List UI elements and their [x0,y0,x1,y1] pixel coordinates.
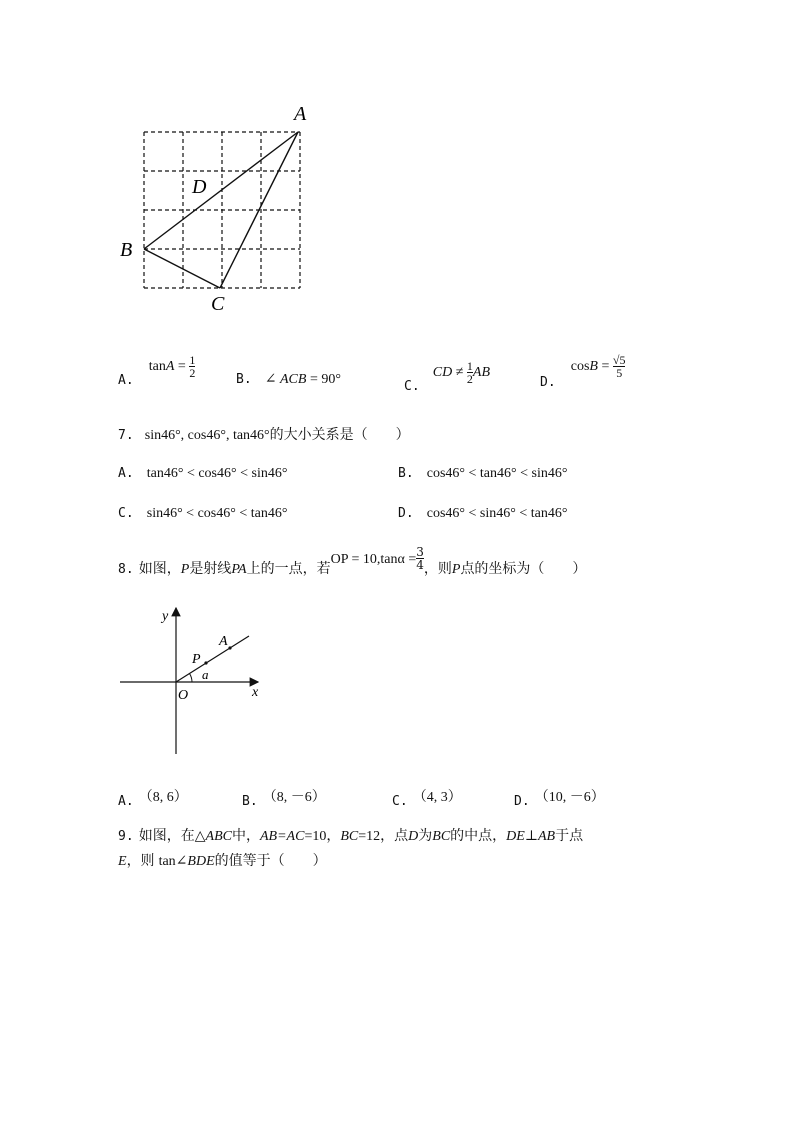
q8-option-d: $_{D.}$ （10, －6） [514,790,605,809]
q8-option-a: $_{A.}$ （8, 6） [118,790,188,809]
q7-stem-math: sin46°, cos46°, tan46° [144,428,270,443]
label-a: A [219,634,228,649]
q7-option-a-text: tan46° < cos46° < sin46° [146,466,288,481]
q8-option-b-text: （8, －6） [262,790,326,805]
label-origin: O [178,688,189,703]
q6a-fraction: $\frac{1}{2}$ [189,353,196,380]
q6d-eq: = [601,358,610,374]
q6b-rhs: = 90° [309,372,341,387]
q9-stem-line2: E，则 tan∠BDE的值等于（ ） [118,853,327,869]
angle-arc [190,674,193,683]
q6d-fraction: $\frac{√5}{5}$ [612,353,626,380]
q7-option-b: B. cos46° < tan46° < sin46° [398,466,568,481]
q6a-eq: = [177,358,186,374]
q8-number: 8. [118,562,134,577]
label-alpha: a [202,667,209,682]
q7-option-d-text: cos46° < sin46° < tan46° [426,506,568,521]
q8-fraction: $\frac{3}{4}$ [416,545,424,572]
label-B: B [120,239,133,261]
q7-stem-text: 的大小关系是（ ） [269,427,410,443]
q6-option-d [540,353,626,390]
q6a-func: tan [148,358,166,374]
q8-option-b: $_{B.}$ （8, －6） [242,790,326,809]
q6-option-c-label: C. [404,378,420,394]
coordinate-figure [116,600,276,760]
q6d-func: cos [570,358,590,374]
q6-option-c [404,359,490,394]
q7-option-d: D. cos46° < sin46° < tan46° [398,506,568,521]
q6b-acb: ACB [279,372,307,387]
label-D: D [192,176,207,198]
q7-option-b-text: cos46° < tan46° < sin46° [426,466,568,481]
q7-option-c-text: sin46° < cos46° < tan46° [146,506,288,521]
q6b-angle: ∠ [264,372,277,387]
q7-option-a: A. tan46° < cos46° < sin46° [118,466,288,481]
q8-condition: OP = 10,tanα = [330,552,417,567]
q6d-var: B [589,358,598,374]
q8-stem: $_{8.}$ 如图，P是射线PA上的一点，若OP = 10,tanα = $\frac{3}{4}$ ，则P点的坐标为（ ） [118,545,587,577]
q9-number: 9. [118,829,134,844]
q9-stem-line1: 9. 如图，在△ABC中，AB=AC=10，BC=12，点D为BC的中点，DE⊥AB于点 [118,828,584,844]
grid-triangle-figure [110,98,330,323]
dashed-grid [144,132,300,288]
label-x: x [252,685,259,700]
q6-option-a-label: A. [118,372,134,388]
q6c-ne: ≠ [455,364,464,380]
q8-option-d-text: （10, －6） [534,790,605,805]
label-A: A [294,103,307,125]
q6-option-b-label: B. [236,372,252,387]
q8-option-c-text: （4, 3） [412,790,462,805]
q6c-cd: CD [432,364,453,380]
q6c-fraction: $\frac{1}{2}$ [466,359,473,386]
q7-number: 7. [118,428,134,443]
q7-stem [118,424,410,444]
q6-option-a [118,353,196,388]
q6a-var: A [165,358,175,374]
q8-option-a-text: （8, 6） [138,790,188,805]
q6-option-b [236,368,341,388]
label-C: C [211,293,225,315]
q7-option-c: C. sin46° < cos46° < tan46° [118,506,288,521]
ray-pa [176,636,249,682]
label-y: y [162,609,169,624]
label-p: P [192,652,201,667]
q8-option-c: $_{C.}$ （4, 3） [392,790,462,809]
q6c-ab: AB [472,364,490,380]
q6-option-d-label: D. [540,374,556,390]
